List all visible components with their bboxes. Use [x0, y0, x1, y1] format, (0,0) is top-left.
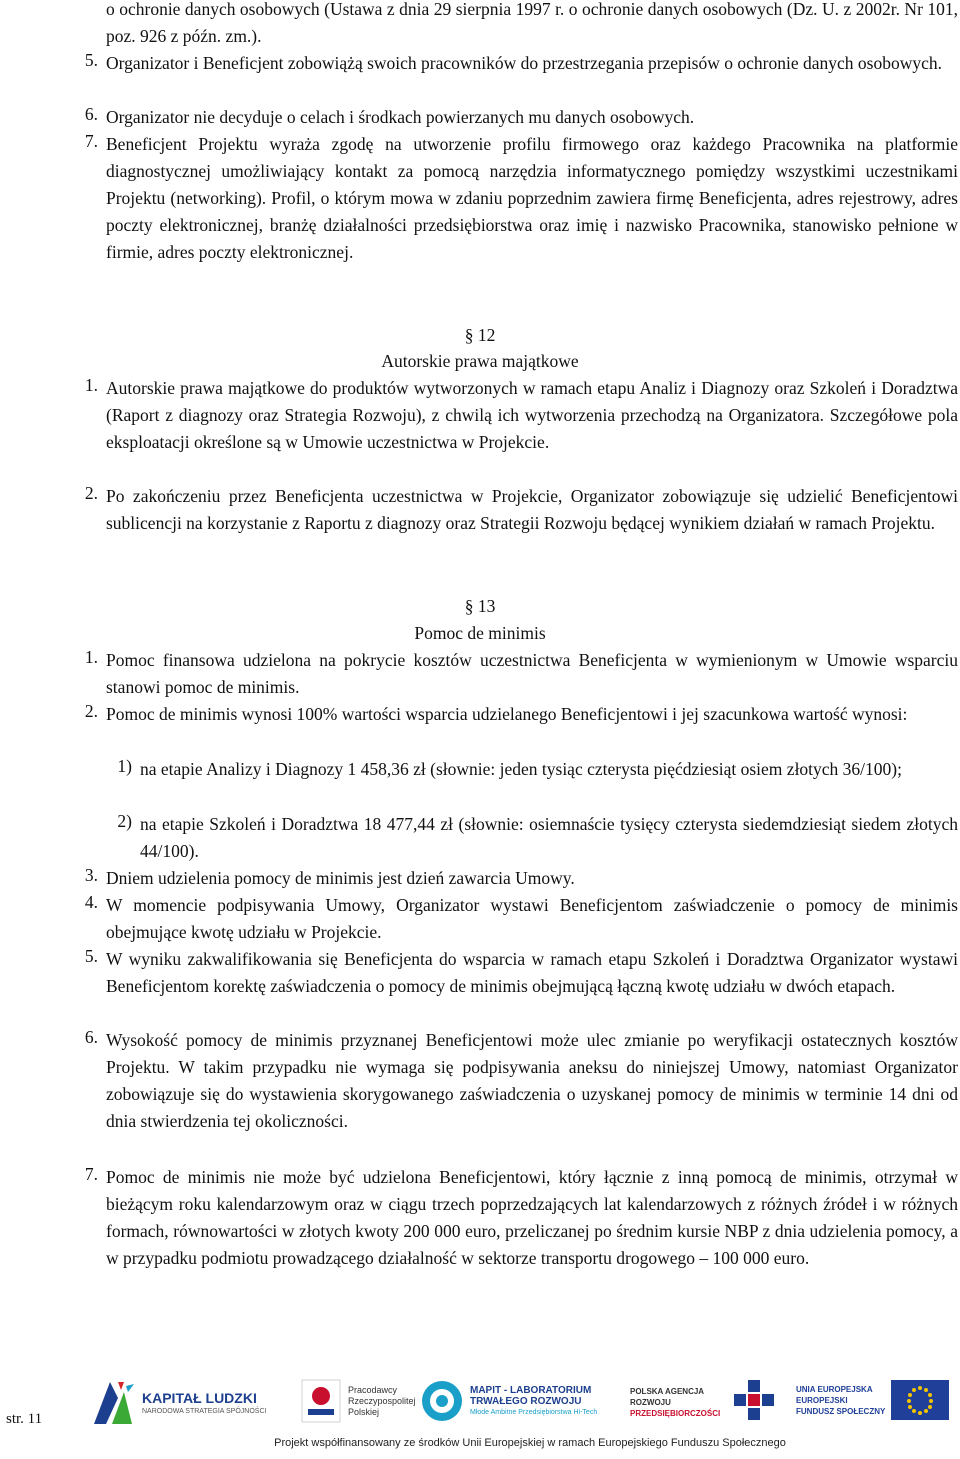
mapit-logo: [420, 1378, 597, 1424]
section-title: Pomoc de minimis: [414, 623, 546, 643]
paragraph-item: Pomoc de minimis nie może być udzielona Beneficjentowi, który łącznie z inną pomocą de minimis, otrzymał w bieżącym roku kalendarzowym oraz w ciągu trzech poprzedzających lat kalendarzowych z różnych źródeł i w różnych formach, równowartości w złotych kwoty 200 000 euro, przeliczanej po średnim kursie NBP z dnia udzielenia pomocy, a w przypadku podmiotu prowadzącego działalność w sektorze transportu drogowego – 100 000 euro.: [106, 1167, 958, 1268]
paragraph-item: Pomoc de minimis wynosi 100% wartości wsparcia udzielanego Beneficjentowi i jej szacunkowa wartość wynosi:: [106, 704, 908, 724]
item-number: 2.: [84, 701, 98, 721]
pracodawcy-line3: Polskiej: [348, 1406, 380, 1417]
item-number: 1.: [84, 647, 98, 667]
paragraph-continuation: o ochronie danych osobowych (Ustawa z dnia 29 sierpnia 1997 r. o ochronie danych osobowych (Dz. U. z 2002r. Nr 101, poz. 926 z późn. zm.).: [106, 0, 958, 46]
subitem-number: 2): [117, 811, 132, 831]
paragraph-item: W wyniku zakwalifikowania się Beneficjenta do wsparcia w ramach etapu Szkoleń i Doradztwa Organizator wystawi Beneficjentom korektę zaświadczenia o pomocy de minimis obejmującą łączną kwotę udziału w dwóch etapach.: [106, 949, 958, 996]
paragraph-item: Autorskie prawa majątkowe do produktów wytworzonych w ramach etapu Analiz i Diagnozy oraz Szkoleń i Doradztwa (Raport z diagnozy oraz Strategia Rozwoju), z chwilą ich wytworzenia przechodzą na Organizatora. Szczegółowe pola eksploatacji określone są w Umowie uczestnictwa w Projekcie.: [106, 378, 958, 452]
parp-icon: [732, 1378, 776, 1426]
paragraph-item: Dniem udzielenia pomocy de minimis jest dzień zawarcia Umowy.: [106, 868, 575, 888]
section-number: § 13: [464, 596, 496, 616]
kapital-ludzki-logo: [90, 1378, 266, 1428]
pracodawcy-logo: [300, 1376, 416, 1426]
item-number: 6.: [84, 104, 98, 124]
item-number: 3.: [84, 865, 98, 885]
parp-logo: [630, 1378, 776, 1426]
page-number: str. 11: [6, 1411, 43, 1427]
section-number: § 12: [464, 325, 496, 345]
paragraph-item: Beneficjent Projektu wyraża zgodę na utworzenie profilu firmowego oraz każdego Pracownika na platformie diagnostycznej umożliwiający kontakt za pomocą narzędzia informatycznego pomiędzy wszystkimi uczestnikami Projektu (networking). Profil, o którym mowa w zdaniu poprzednim zawiera firmę Beneficjenta, adres rejestrowy, adres poczty elektronicznej, branżę działalności przedsiębiorstwa oraz imię i nazwisko Pracownika, stanowisko pełnione w firmie, adres poczty elektronicznej.: [106, 134, 958, 262]
parp-line2: ROZWOJU: [630, 1397, 671, 1407]
eu-flag-icon: [891, 1380, 949, 1420]
mapit-icon: [420, 1378, 464, 1424]
item-number: 7.: [84, 131, 98, 151]
ue-line1: UNIA EUROPEJSKA: [796, 1384, 873, 1394]
item-number: 7.: [84, 1164, 98, 1184]
section-title: Autorskie prawa majątkowe: [381, 351, 579, 371]
item-number: 4.: [84, 892, 98, 912]
subitem-number: 1): [117, 756, 132, 776]
paragraph-item: W momencie podpisywania Umowy, Organizator wystawi Beneficjentom zaświadczenie o pomocy de minimis obejmujące kwotę udziału w Projekcie.: [106, 895, 958, 942]
paragraph-item: Wysokość pomocy de minimis przyznanej Beneficjentowi może ulec zmianie po weryfikacji ostatecznych kosztów Projektu. W takim przypadku nie wymaga się podpisywania aneksu do niniejszej Umowy, natomiast Organizator zobowiązuje się do wystawienia skorygowanego zaświadczenia o uzyskanej pomocy de minimis w terminie 14 dni od dnia stwierdzenia tej okoliczności.: [106, 1030, 958, 1131]
kl-title: KAPITAŁ LUDZKI: [142, 1389, 257, 1406]
item-number: 6.: [84, 1027, 98, 1047]
paragraph-item: Organizator nie decyduje o celach i środkach powierzanych mu danych osobowych.: [106, 107, 695, 127]
paragraph-item: Organizator i Beneficjent zobowiążą swoich pracowników do przestrzegania przepisów o ochronie danych osobowych.: [106, 53, 942, 73]
subitem-paragraph: na etapie Analizy i Diagnozy 1 458,36 zł (słownie: jeden tysiąc czterysta pięćdziesiąt osiem złotych 36/100);: [140, 759, 902, 779]
item-number: 5.: [84, 946, 98, 966]
pracodawcy-line1: Pracodawcy: [348, 1384, 398, 1395]
item-number: 2.: [84, 483, 98, 503]
ue-logo: [796, 1380, 949, 1420]
parp-line3: PRZEDSIĘBIORCZOŚCI: [630, 1408, 721, 1418]
funding-note: Projekt współfinansowany ze środków Unii Europejskiej w ramach Europejskiego Funduszu Społecznego: [274, 1437, 786, 1449]
paragraph-item: Po zakończeniu przez Beneficjenta uczestnictwa w Projekcie, Organizator zobowiązuje się udzielić Beneficjentowi sublicencji na korzystanie z Raportu z diagnozy oraz Strategii Rozwoju będącej wynikiem działań w ramach Projektu.: [106, 486, 958, 533]
pracodawcy-line2: Rzeczypospolitej: [348, 1395, 416, 1406]
paragraph-item: Pomoc finansowa udzielona na pokrycie kosztów uczestnictwa Beneficjenta w wymienionym w Umowie wsparciu stanowi pomoc de minimis.: [106, 650, 958, 697]
ue-line3: FUNDUSZ SPOŁECZNY: [796, 1406, 886, 1416]
kl-subtitle: NARODOWA STRATEGIA SPÓJNOŚCI: [142, 1407, 267, 1415]
kapital-ludzki-icon: [90, 1378, 136, 1428]
mapit-line1: MAPIT - LABORATORIUM: [470, 1384, 592, 1396]
parp-line1: POLSKA AGENCJA: [630, 1386, 705, 1396]
mapit-line3: Młode Ambitne Przedsiębiorstwa Hi-Tech: [470, 1408, 598, 1416]
pracodawcy-icon: [300, 1376, 342, 1426]
footer-logos: [90, 1372, 960, 1442]
ue-line2: EUROPEJSKI: [796, 1395, 848, 1405]
item-number: 1.: [84, 375, 98, 395]
item-number: 5.: [84, 50, 98, 70]
mapit-line2: TRWAŁEGO ROZWOJU: [470, 1395, 582, 1407]
subitem-paragraph: na etapie Szkoleń i Doradztwa 18 477,44 zł (słownie: osiemnaście tysięcy czterysta siedemdziesiąt siedem złotych 44/100).: [140, 814, 958, 861]
